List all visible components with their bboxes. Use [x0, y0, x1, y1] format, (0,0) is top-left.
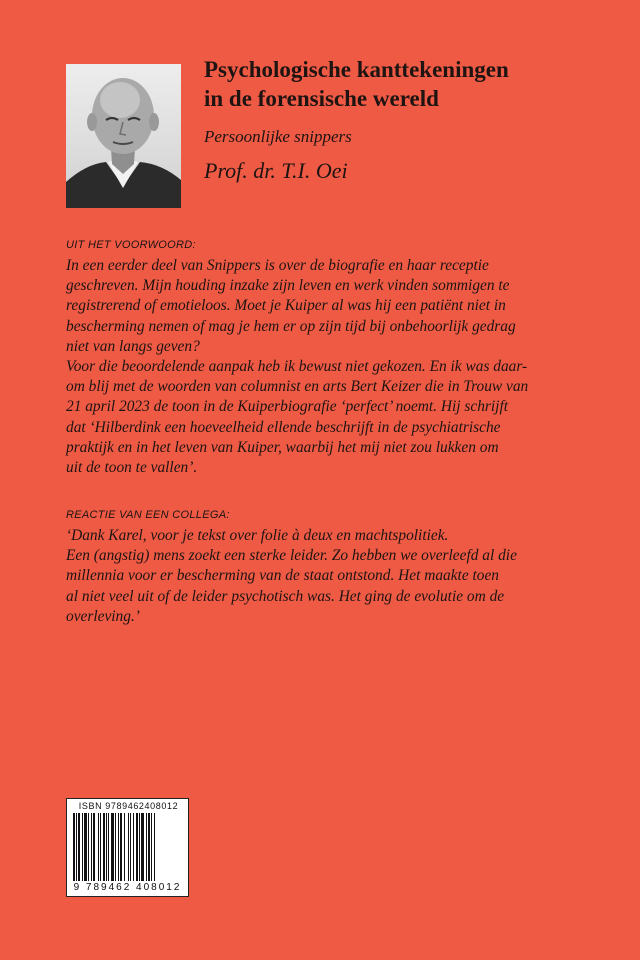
reaction-line: millennia voor er bescherming van de staat ontstond. Het maakte toen — [66, 567, 499, 585]
barcode-bar — [154, 813, 155, 881]
foreword-line: dat ‘Hilberdink een hoeveelheid ellende beschrijft in de psychiatrische — [66, 418, 501, 436]
reaction-line: overleving.’ — [66, 607, 140, 625]
reaction-text — [66, 526, 586, 627]
author-portrait-image — [66, 64, 181, 208]
barcode-bar — [84, 813, 87, 881]
reaction-line: al niet veel uit of de leider psychotisch was. Het ging de evolutie om de — [66, 587, 505, 605]
author-name: Prof. dr. T.I. Oei — [204, 158, 348, 183]
barcode-bar — [124, 813, 125, 881]
barcode-bar — [141, 813, 144, 881]
book-title-line-2: in de forensische wereld — [204, 86, 439, 111]
barcode-bar — [98, 813, 99, 881]
barcode-bar — [82, 813, 83, 881]
barcode-bar — [73, 813, 75, 881]
barcode-bar — [100, 813, 101, 881]
barcode-bar — [103, 813, 105, 881]
barcode-bar — [130, 813, 131, 881]
foreword-line: In een eerder deel van Snippers is over de biografie en haar receptie — [66, 257, 489, 274]
foreword-line: bescherming nemen of mag je hem er op zijn tijd bij onbehoorlijk gedrag — [66, 317, 516, 335]
isbn-digits: 9 789462 408012 — [73, 882, 182, 893]
barcode-bar — [111, 813, 114, 881]
foreword-line: om blij met de woorden van columnist en arts Bert Keizer die in Trouw van — [66, 378, 529, 396]
reaction-label: REACTIE VAN EEN COLLEGA: — [66, 509, 230, 521]
foreword-text — [66, 256, 586, 478]
barcode-bar — [76, 813, 77, 881]
barcode-bar — [115, 813, 116, 881]
isbn-barcode — [66, 798, 189, 897]
author-photo — [66, 64, 181, 208]
barcode-bar — [133, 813, 134, 881]
barcode-bar — [139, 813, 140, 881]
barcode-bar — [120, 813, 122, 881]
barcode-bar — [148, 813, 150, 881]
barcode-bar — [106, 813, 107, 881]
book-subtitle: Persoonlijke snippers — [204, 127, 352, 146]
foreword-line: registrerend of emotieloos. Moet je Kuiper al was hij een patiënt niet in — [66, 297, 506, 315]
book-title-line-1: Psychologische kanttekeningen — [204, 57, 509, 82]
barcode-bar — [136, 813, 138, 881]
foreword-label: UIT HET VOORWOORD: — [66, 239, 196, 251]
book-title — [204, 55, 604, 113]
foreword-line: Voor die beoordelende aanpak heb ik bewust niet gekozen. En ik was daar- — [66, 358, 528, 376]
barcode-bar — [91, 813, 92, 881]
barcode-bar — [118, 813, 119, 881]
foreword-line: praktijk en in het leven van Kuiper, waarbij het mij niet zou lukken om — [66, 438, 499, 456]
barcode-bar — [108, 813, 109, 881]
foreword-line: geschreven. Mijn houding inzake zijn leven en werk vinden sommigen te — [66, 277, 510, 295]
foreword-line: uit de toon te vallen’. — [66, 459, 198, 477]
foreword-line: 21 april 2023 de toon in de Kuiperbiografie ‘perfect’ noemt. Hij schrijft — [66, 398, 509, 416]
barcode-bar — [146, 813, 147, 881]
barcode-bar — [78, 813, 80, 881]
barcode-bars — [73, 813, 183, 881]
reaction-line: Een (angstig) mens zoekt een sterke leider. Zo hebben we overleefd al die — [66, 547, 517, 565]
barcode-bar — [88, 813, 89, 881]
reaction-line: ‘Dank Karel, voor je tekst over folie à deux en machtspolitiek. — [66, 527, 449, 544]
barcode-bar — [128, 813, 129, 881]
foreword-line: niet van langs geven? — [66, 337, 200, 355]
isbn-label: ISBN 9789462408012 — [78, 801, 179, 811]
barcode-bar — [93, 813, 95, 881]
barcode-bar — [151, 813, 152, 881]
